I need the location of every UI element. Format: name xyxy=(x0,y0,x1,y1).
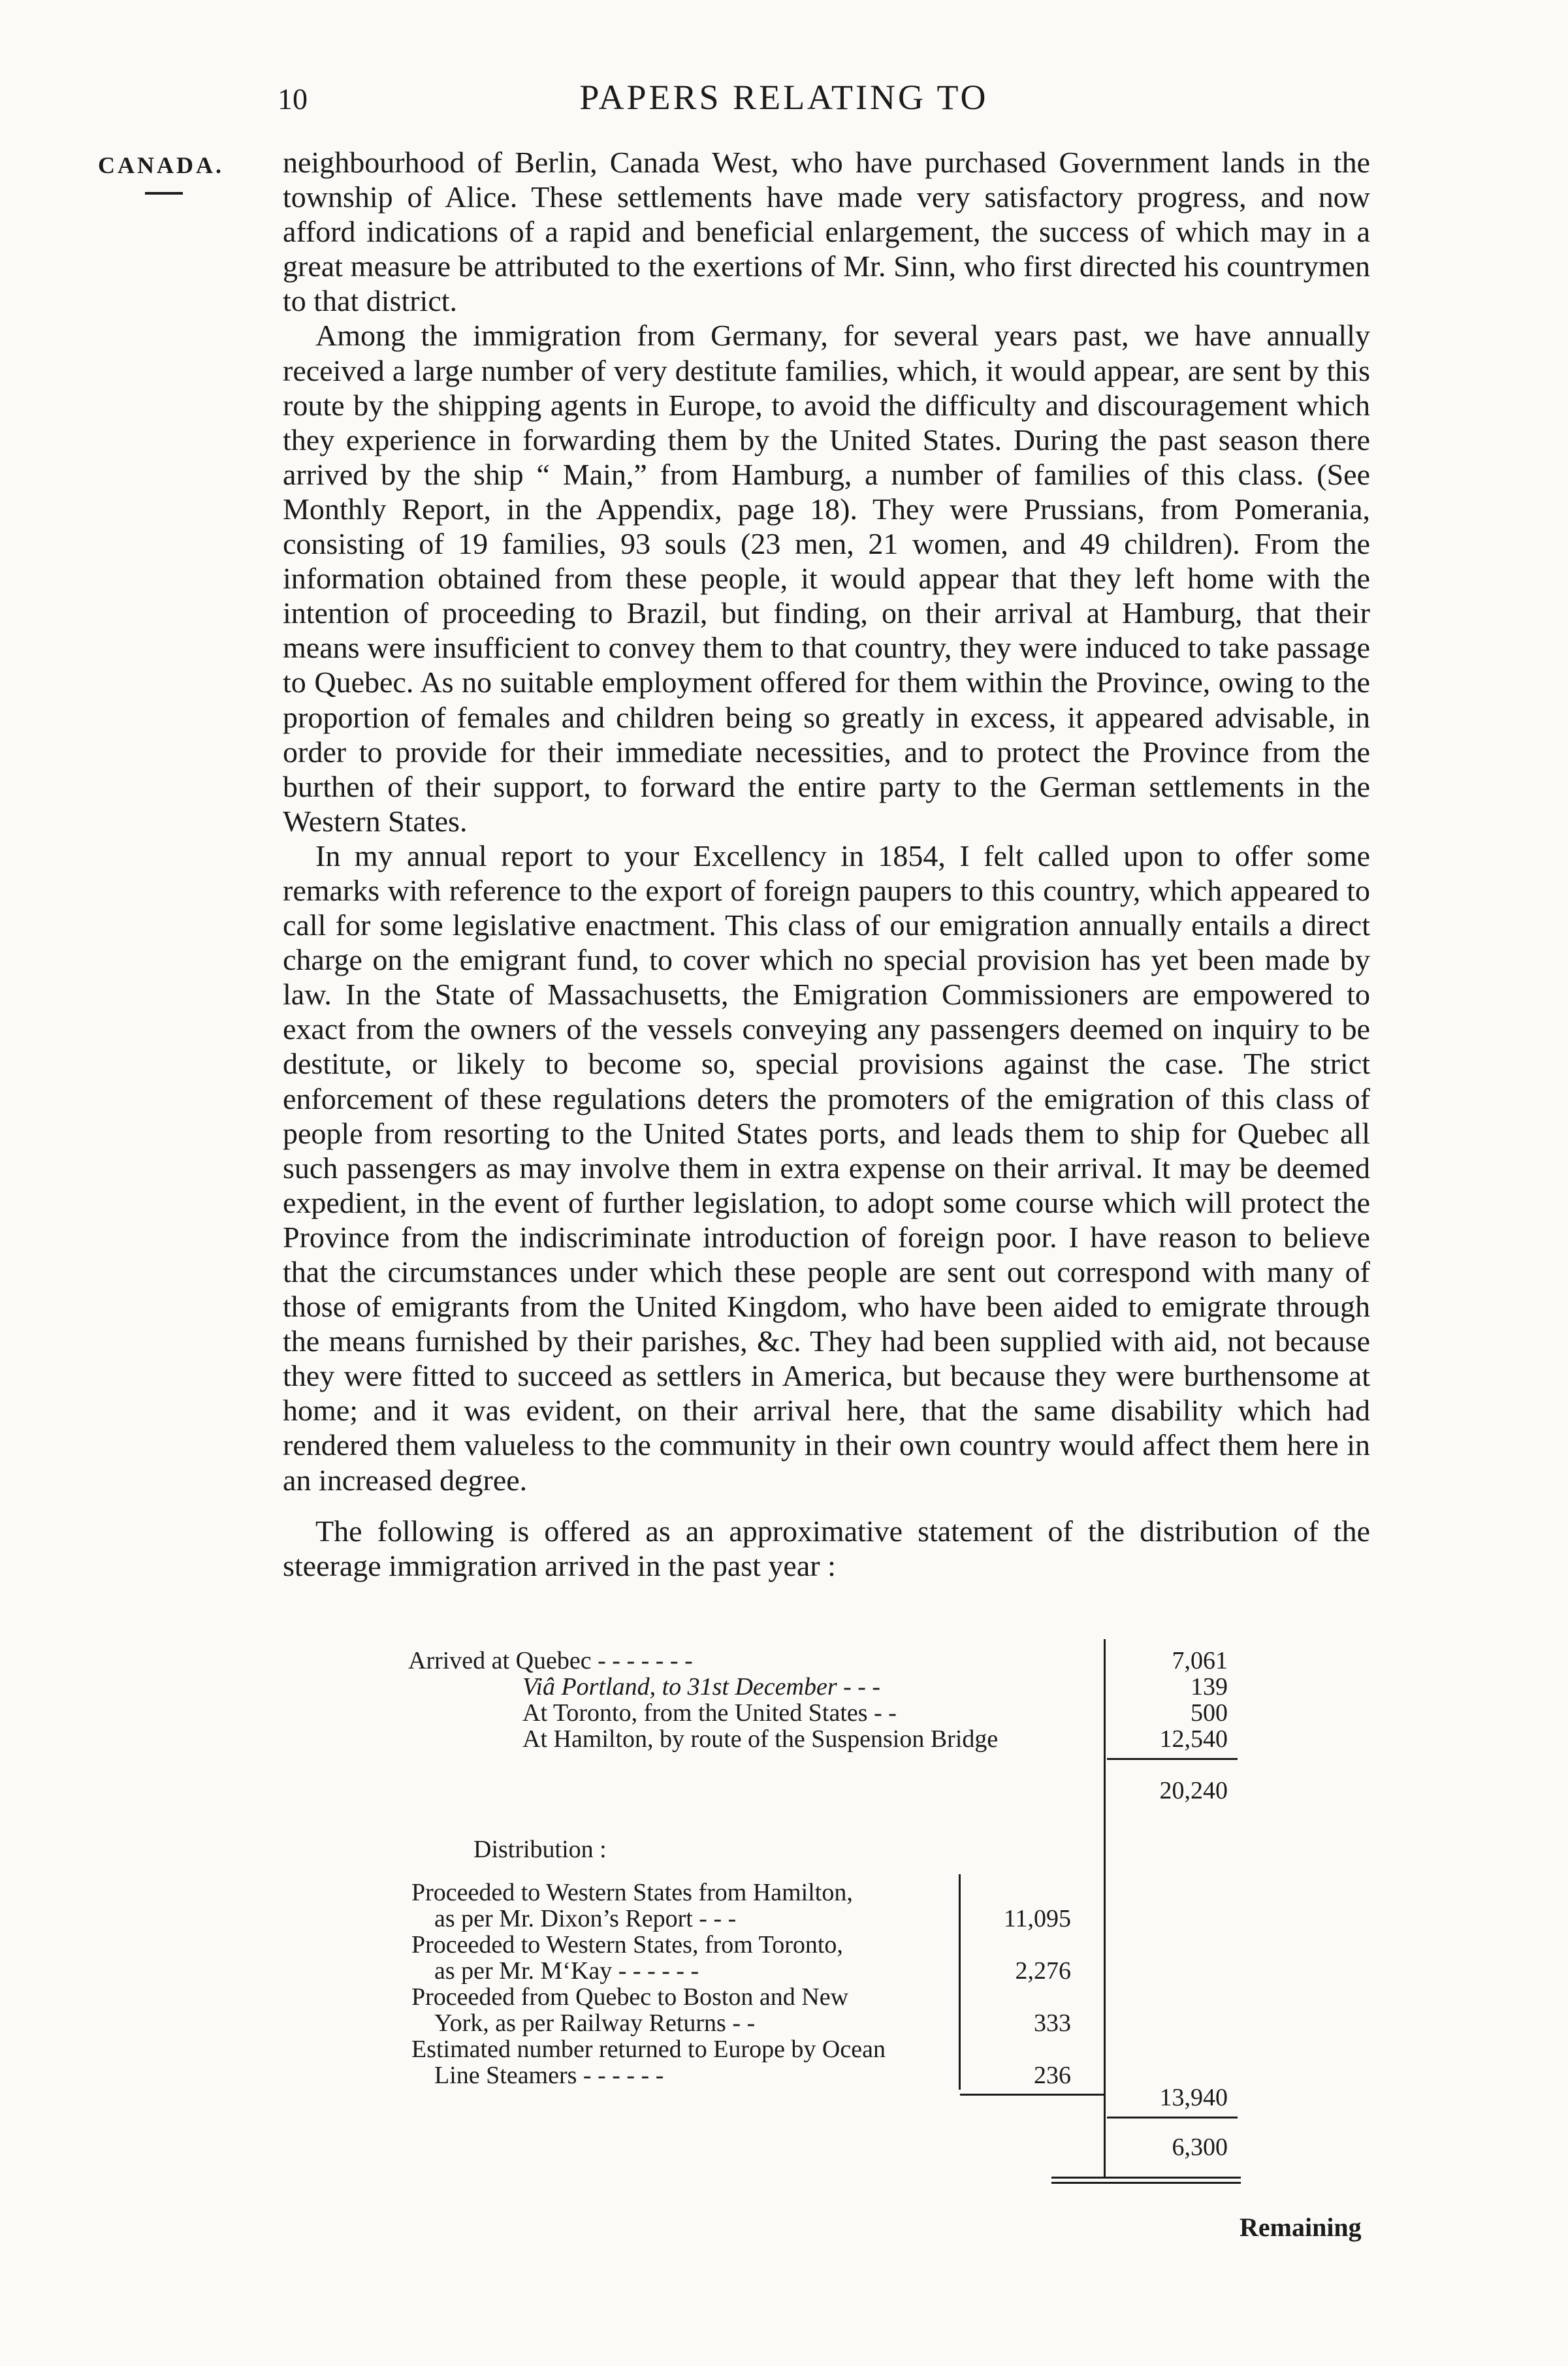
column-rule-middle xyxy=(959,1874,961,2090)
paragraph-2: Among the immigration from Germany, for several years past, we have annually received a large number of very destitute families, which, it would appear, are sent by this route by the shipping agents in Europe, to avoid the difficulty and discouragement which they experience in forwarding them by the United States. During the past season there arrived by the ship “ Main,” from Hamburg, a number of families of this class. (See Monthly Report, in the Appendix, page 18). They were Prussians, from Pomerania, consisting of 19 families, 93 souls (23 men, 21 women, and 49 children). From the information obtained from these people, it would appear that they left home with the intention of proceeding to Brazil, but finding, on their arrival at Hamburg, that their means were insufficient to convey them to that country, they were induced to take passage to Quebec. As no suitable employment offered for them within the Province, owing to the proportion of females and children being so greatly in excess, it appeared advisable, in order to provide for their immediate necessities, and to protect the Province from the burthen of their support, to forward the entire party to the German settlements in the Western States. xyxy=(283,319,1370,838)
running-head: PAPERS RELATING TO xyxy=(579,78,989,117)
distribution-row-3b: York, as per Railway Returns - - xyxy=(434,2009,756,2037)
distribution-heading: Distribution : xyxy=(473,1836,607,1863)
distribution-row-1b: as per Mr. Dixon’s Report - - - xyxy=(434,1905,737,1932)
distribution-row-4b: Line Steamers - - - - - - xyxy=(434,2062,664,2089)
body-text xyxy=(283,145,1370,1583)
distribution-value-2: 2,276 xyxy=(1015,1957,1071,1985)
distribution-value-3: 333 xyxy=(1034,2009,1071,2037)
catchword: Remaining xyxy=(1240,2213,1362,2242)
paragraph-3: In my annual report to your Excellency in 1854, I felt called upon to offer some remarks with reference to the export of foreign paupers to this country, which appeared to call for some legislative enactment. This class of our emigration annually entails a direct charge on the emigrant fund, to cover which no special provision has yet been made by law. In the State of Massachusetts, the Emigration Commissioners are empowered to exact from the owners of the vessels conveying any passengers deemed on inquiry to be destitute, or likely to become so, special provisions against the case. The strict enforcement of these regulations deters the promoters of the emigration of this class of people from resorting to the United States ports, and leads them to ship for Quebec all such passengers as may involve them in extra expense on their arrival. It may be deemed expedient, in the event of further legislation, to adopt some course which will protect the Province from the indiscriminate introduction of foreign poor. I have reason to believe that the circumstances under which these people are sent out correspond with many of those of emigrants from the United Kingdom, who have been aided to emigrate through the means furnished by their parishes, &c. They had been supplied with aid, not because they were fitted to succeed as settlers in America, but because they were burthensome at home; and it was evident, on their arrival here, that the same disability which had rendered them valueless to the community in their own country would affect them here in an increased degree. xyxy=(283,839,1370,1497)
page-number: 10 xyxy=(278,82,308,116)
distribution-rule xyxy=(960,2094,1104,2096)
distribution-value-1: 11,095 xyxy=(1003,1905,1071,1932)
distribution-row-4a: Estimated number returned to Europe by Ocean xyxy=(411,2036,886,2063)
final-double-rule-1 xyxy=(1051,2177,1241,2179)
final-double-rule-2 xyxy=(1051,2182,1241,2184)
paragraph-4: The following is offered as an approximative statement of the distribution of the steerage immigration arrived in the past year : xyxy=(283,1514,1370,1582)
arrival-row-3: At Toronto, from the United States - - xyxy=(522,1699,897,1727)
distribution-row-3a: Proceeded from Quebec to Boston and New xyxy=(411,1983,849,2011)
arrival-row-1: Arrived at Quebec - - - - - - - xyxy=(408,1647,693,1674)
arrival-value-1: 7,061 xyxy=(1172,1647,1228,1674)
arrival-value-4: 12,540 xyxy=(1159,1725,1228,1753)
remaining-value: 6,300 xyxy=(1172,2134,1228,2161)
arrival-row-4: At Hamilton, by route of the Suspension Bridge xyxy=(522,1725,999,1753)
distribution-value-4: 236 xyxy=(1034,2062,1071,2089)
distribution-row-2b: as per Mr. M‘Kay - - - - - - xyxy=(434,1957,699,1985)
distribution-row-2a: Proceeded to Western States, from Toronto, xyxy=(411,1931,843,1958)
arrival-value-2: 139 xyxy=(1191,1673,1228,1701)
margin-label: CANADA. xyxy=(98,152,224,178)
arrivals-rule xyxy=(1107,1758,1238,1760)
paragraph-1: neighbourhood of Berlin, Canada West, who have purchased Government lands in the township of Alice. These settlements have made very satisfactory progress, and now afford indications of a rapid and beneficial enlargement, the success of which may in a great measure be attributed to the exertions of Mr. Sinn, who first directed his countrymen to that district. xyxy=(283,146,1370,318)
arrival-value-3: 500 xyxy=(1191,1699,1228,1727)
distribution-total: 13,940 xyxy=(1159,2084,1228,2111)
margin-dash xyxy=(145,192,183,195)
arrival-row-2: Viâ Portland, to 31st December - - - xyxy=(522,1673,881,1701)
distribution-row-1a: Proceeded to Western States from Hamilton, xyxy=(411,1879,853,1906)
column-rule-right xyxy=(1104,1639,1106,2178)
arrivals-total: 20,240 xyxy=(1159,1777,1228,1804)
remaining-rule xyxy=(1107,2117,1238,2118)
